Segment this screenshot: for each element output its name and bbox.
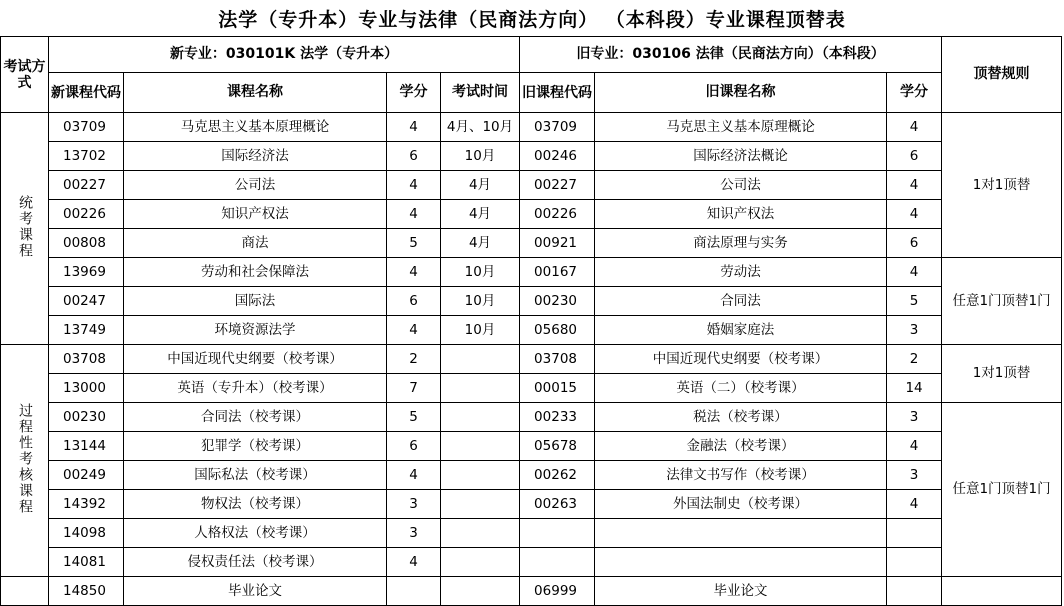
new-code: 00808	[49, 229, 124, 258]
replacement-rule: 1对1顶替	[942, 113, 1062, 258]
new-code: 00249	[49, 461, 124, 490]
old-code: 00230	[520, 287, 595, 316]
header-new-code: 新课程代码	[49, 73, 124, 113]
old-code: 00015	[520, 374, 595, 403]
course-name: 国际私法（校考课）	[124, 461, 387, 490]
replacement-rule: 任意1门顶替1门	[942, 258, 1062, 345]
old-code: 05678	[520, 432, 595, 461]
new-code: 03709	[49, 113, 124, 142]
old-course-name: 毕业论文	[595, 577, 887, 606]
table-row	[1, 461, 1062, 490]
credit: 2	[387, 345, 441, 374]
credit: 4	[387, 200, 441, 229]
credit: 7	[387, 374, 441, 403]
new-code: 00247	[49, 287, 124, 316]
old-code	[520, 548, 595, 577]
course-name: 知识产权法	[124, 200, 387, 229]
header-old-credit: 学分	[887, 73, 942, 113]
table-row	[1, 316, 1062, 345]
new-code: 03708	[49, 345, 124, 374]
header-exam-time: 考试时间	[441, 73, 520, 113]
old-code: 03709	[520, 113, 595, 142]
course-name: 人格权法（校考课）	[124, 519, 387, 548]
old-code: 00246	[520, 142, 595, 171]
old-credit: 4	[887, 258, 942, 287]
header-old-course-name: 旧课程名称	[595, 73, 887, 113]
old-code: 00227	[520, 171, 595, 200]
group-label-unified	[1, 113, 49, 345]
replacement-rule: 1对1顶替	[942, 345, 1062, 403]
new-code: 00230	[49, 403, 124, 432]
course-replacement-table	[0, 36, 1062, 606]
header-course-name: 课程名称	[124, 73, 387, 113]
page-title: 法学（专升本）专业与法律（民商法方向） （本科段）专业课程顶替表	[218, 8, 846, 31]
exam-time	[441, 403, 520, 432]
old-credit: 4	[887, 113, 942, 142]
old-code: 00233	[520, 403, 595, 432]
credit: 4	[387, 548, 441, 577]
table-row	[1, 432, 1062, 461]
course-name: 英语（专升本）（校考课）	[124, 374, 387, 403]
table-row	[1, 142, 1062, 171]
old-course-name: 中国近现代史纲要（校考课）	[595, 345, 887, 374]
old-credit: 4	[887, 171, 942, 200]
exam-time	[441, 345, 520, 374]
old-course-name: 婚姻家庭法	[595, 316, 887, 345]
table-row	[1, 229, 1062, 258]
group-label-text: 过程性考核课程	[17, 402, 33, 515]
credit	[387, 577, 441, 606]
group-label-process	[1, 345, 49, 577]
old-credit: 4	[887, 490, 942, 519]
replacement-rule: 任意1门顶替1门	[942, 403, 1062, 577]
table-row	[1, 374, 1062, 403]
old-credit: 14	[887, 374, 942, 403]
old-code: 05680	[520, 316, 595, 345]
exam-time	[441, 577, 520, 606]
table-row	[1, 258, 1062, 287]
old-course-name: 国际经济法概论	[595, 142, 887, 171]
credit: 3	[387, 490, 441, 519]
course-name: 国际经济法	[124, 142, 387, 171]
exam-time: 4月、10月	[441, 113, 520, 142]
group-label-empty	[1, 577, 49, 606]
exam-time: 10月	[441, 258, 520, 287]
old-code: 06999	[520, 577, 595, 606]
group-label-text: 统考课程	[17, 194, 33, 259]
old-code: 00226	[520, 200, 595, 229]
exam-time	[441, 548, 520, 577]
credit: 3	[387, 519, 441, 548]
old-code: 00263	[520, 490, 595, 519]
old-code: 00921	[520, 229, 595, 258]
exam-time: 4月	[441, 200, 520, 229]
table-row	[1, 287, 1062, 316]
table-row	[1, 403, 1062, 432]
old-course-name: 公司法	[595, 171, 887, 200]
course-name: 国际法	[124, 287, 387, 316]
new-code: 13702	[49, 142, 124, 171]
credit: 4	[387, 258, 441, 287]
new-code: 13000	[49, 374, 124, 403]
credit: 4	[387, 316, 441, 345]
table-row	[1, 345, 1062, 374]
header-rule: 顶替规则	[942, 37, 1062, 113]
exam-time	[441, 461, 520, 490]
old-credit	[887, 577, 942, 606]
course-name: 商法	[124, 229, 387, 258]
header-exam-mode: 考试方式	[1, 37, 49, 113]
course-name: 环境资源法学	[124, 316, 387, 345]
new-code: 14850	[49, 577, 124, 606]
credit: 5	[387, 403, 441, 432]
course-name: 合同法（校考课）	[124, 403, 387, 432]
old-credit: 4	[887, 200, 942, 229]
replacement-rule-empty	[942, 577, 1062, 606]
course-name: 中国近现代史纲要（校考课）	[124, 345, 387, 374]
old-course-name	[595, 548, 887, 577]
exam-time: 4月	[441, 171, 520, 200]
old-credit: 2	[887, 345, 942, 374]
header-old-major: 旧专业：030106 法律（民商法方向）（本科段）	[520, 37, 942, 73]
old-course-name: 商法原理与实务	[595, 229, 887, 258]
table-row	[1, 200, 1062, 229]
old-credit: 4	[887, 432, 942, 461]
exam-time: 10月	[441, 142, 520, 171]
credit: 4	[387, 113, 441, 142]
old-code: 00167	[520, 258, 595, 287]
new-code: 13969	[49, 258, 124, 287]
old-course-name	[595, 519, 887, 548]
credit: 4	[387, 461, 441, 490]
old-credit: 5	[887, 287, 942, 316]
new-code: 14098	[49, 519, 124, 548]
old-credit: 6	[887, 229, 942, 258]
exam-time	[441, 374, 520, 403]
old-course-name: 英语（二）（校考课）	[595, 374, 887, 403]
old-code: 03708	[520, 345, 595, 374]
old-credit: 3	[887, 316, 942, 345]
course-name: 公司法	[124, 171, 387, 200]
header-old-code: 旧课程代码	[520, 73, 595, 113]
exam-time: 4月	[441, 229, 520, 258]
credit: 5	[387, 229, 441, 258]
table-row	[1, 171, 1062, 200]
old-course-name: 税法（校考课）	[595, 403, 887, 432]
exam-time: 10月	[441, 316, 520, 345]
old-code: 00262	[520, 461, 595, 490]
course-name: 劳动和社会保障法	[124, 258, 387, 287]
table-row	[1, 519, 1062, 548]
old-course-name: 外国法制史（校考课）	[595, 490, 887, 519]
old-course-name: 法律文书写作（校考课）	[595, 461, 887, 490]
old-credit	[887, 519, 942, 548]
old-credit: 3	[887, 461, 942, 490]
new-code: 14392	[49, 490, 124, 519]
header-credit: 学分	[387, 73, 441, 113]
old-credit: 6	[887, 142, 942, 171]
credit: 6	[387, 287, 441, 316]
new-code: 00227	[49, 171, 124, 200]
course-name: 犯罪学（校考课）	[124, 432, 387, 461]
exam-time	[441, 519, 520, 548]
new-code: 14081	[49, 548, 124, 577]
exam-time: 10月	[441, 287, 520, 316]
exam-time	[441, 490, 520, 519]
new-code: 13749	[49, 316, 124, 345]
table-row	[1, 490, 1062, 519]
course-name: 物权法（校考课）	[124, 490, 387, 519]
old-course-name: 马克思主义基本原理概论	[595, 113, 887, 142]
exam-time	[441, 432, 520, 461]
course-name: 侵权责任法（校考课）	[124, 548, 387, 577]
old-course-name: 知识产权法	[595, 200, 887, 229]
old-course-name: 合同法	[595, 287, 887, 316]
table-row	[1, 548, 1062, 577]
course-name: 马克思主义基本原理概论	[124, 113, 387, 142]
table-row	[1, 113, 1062, 142]
credit: 4	[387, 171, 441, 200]
new-code: 00226	[49, 200, 124, 229]
course-name: 毕业论文	[124, 577, 387, 606]
old-code	[520, 519, 595, 548]
credit: 6	[387, 432, 441, 461]
header-new-major: 新专业：030101K 法学（专升本）	[49, 37, 520, 73]
table-row	[1, 577, 1062, 606]
old-credit: 3	[887, 403, 942, 432]
old-course-name: 劳动法	[595, 258, 887, 287]
old-course-name: 金融法（校考课）	[595, 432, 887, 461]
old-credit	[887, 548, 942, 577]
new-code: 13144	[49, 432, 124, 461]
credit: 6	[387, 142, 441, 171]
